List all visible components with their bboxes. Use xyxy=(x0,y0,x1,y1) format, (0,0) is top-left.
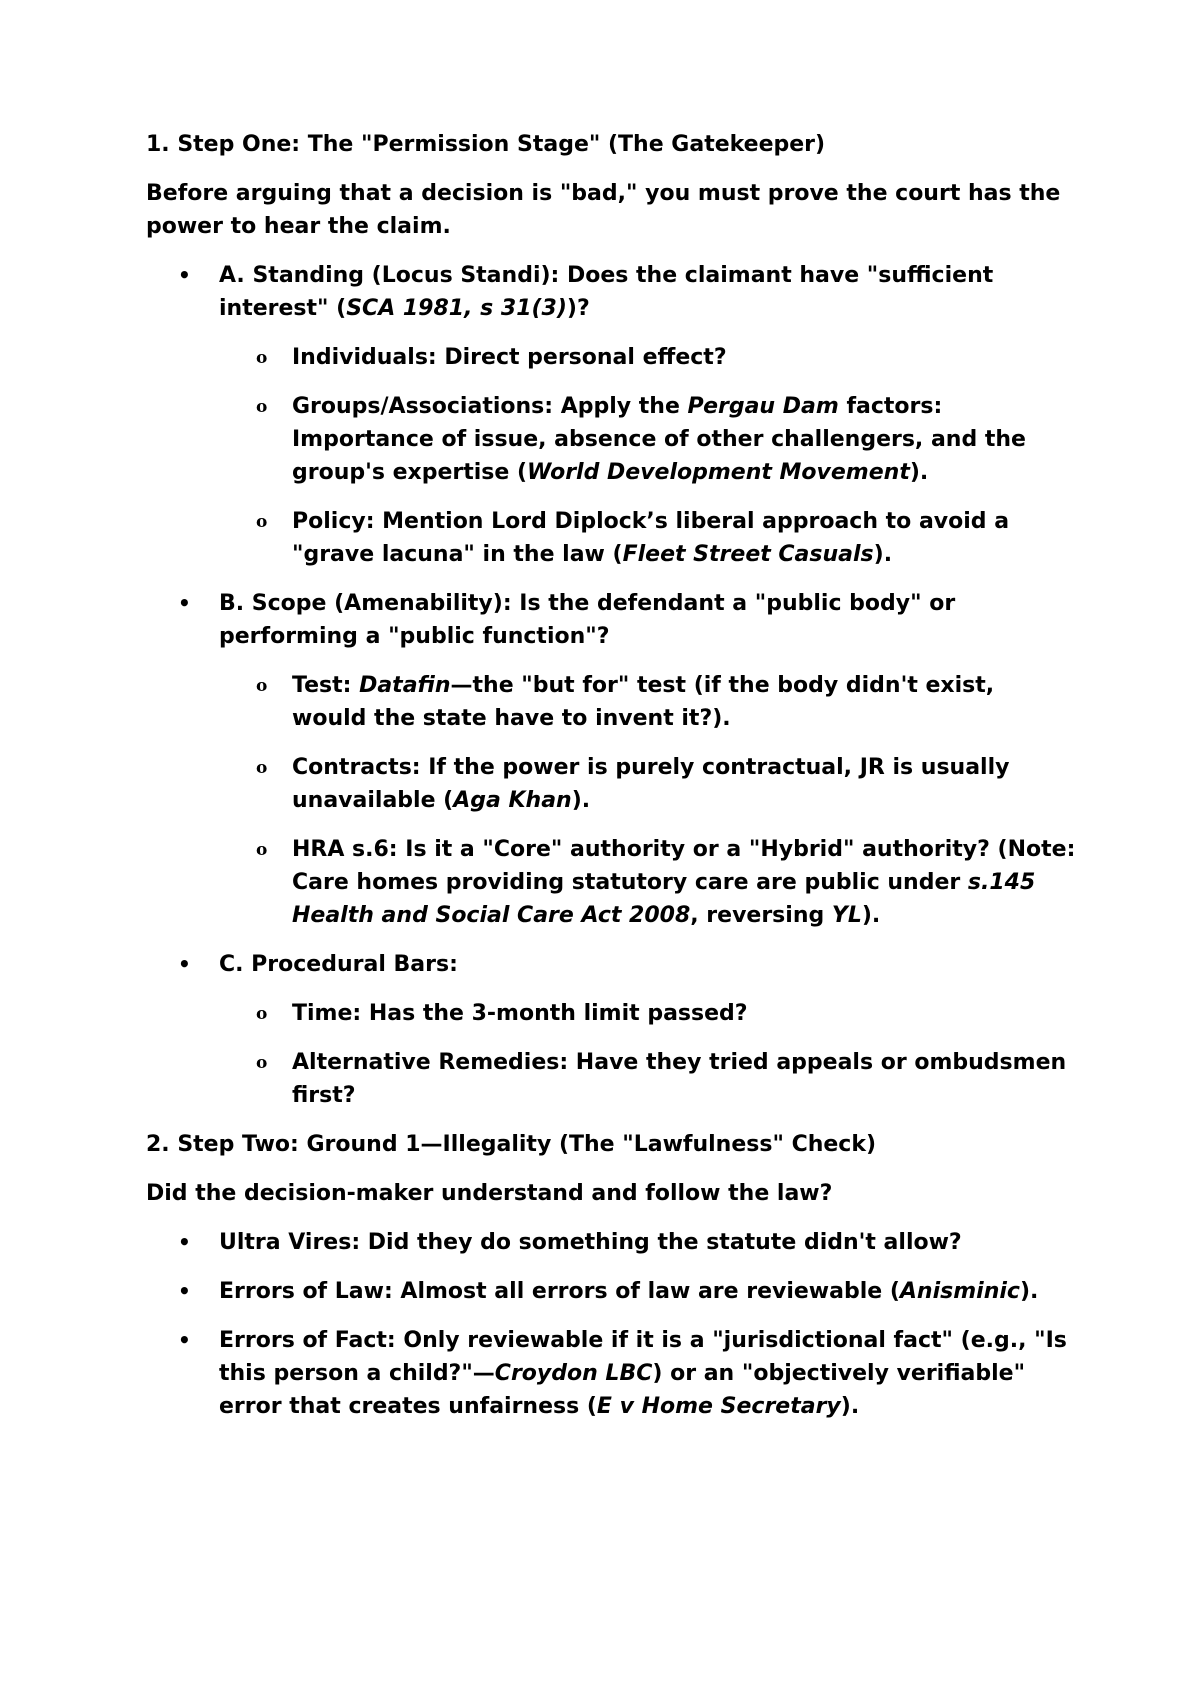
bullet-icon: • xyxy=(178,263,191,287)
list-item-procedural xyxy=(146,948,1076,1112)
bullet-icon: • xyxy=(178,1328,191,1352)
step2-intro: Did the decision-maker understand and follow the law? xyxy=(146,1181,833,1206)
procedural-text: C. Procedural Bars: xyxy=(219,952,458,977)
case-wdm: World Development Movement xyxy=(527,460,910,485)
list-item-errors-of-fact: • Errors of Fact: Only reviewable if it is a "jurisdictional fact" (e.g., "Is this person a child?"—Croydon LBC) or an "objectively verifiable" error that creates unfairness (E v Home Secretary). xyxy=(146,1324,1076,1423)
list-item-groups: o Groups/Associations: Apply the Pergau Dam factors: Importance of issue, absence of other challengers, and the group's expertise (World Development Movement). xyxy=(219,390,1076,489)
step1-heading: 1. Step One: The "Permission Stage" (The Gatekeeper) xyxy=(146,132,826,157)
bullet-icon: • xyxy=(178,1230,191,1254)
statute-hsca: s.145 Health and Social Care Act 2008 xyxy=(292,870,1036,928)
step2-list xyxy=(146,1226,1076,1423)
sub-bullet-icon: o xyxy=(256,348,268,368)
procedural-sublist xyxy=(219,997,1076,1112)
step1-list xyxy=(146,259,1076,1112)
case-pergau-dam: Pergau Dam xyxy=(687,394,839,419)
standing-sublist xyxy=(219,341,1076,571)
list-item-test: o Test: Datafin—the "but for" test (if the body didn't exist, would the state have to invent it?). xyxy=(219,669,1076,735)
list-item-policy: o Policy: Mention Lord Diplock’s liberal approach to avoid a "grave lacuna" in the law (Fleet Street Casuals). xyxy=(219,505,1076,571)
list-item-individuals: o Individuals: Direct personal effect? xyxy=(219,341,1076,374)
case-anisminic: Anisminic xyxy=(899,1279,1020,1304)
standing-text: A. Standing (Locus Standi): Does the claimant have "sufficient interest" ( xyxy=(219,263,994,321)
sub-bullet-icon: o xyxy=(256,840,268,860)
sub-bullet-icon: o xyxy=(256,397,268,417)
standing-citation: SCA 1981, s 31(3) xyxy=(346,296,567,321)
sub-bullet-icon: o xyxy=(256,676,268,696)
scope-text: B. Scope (Amenability): Is the defendant a "public body" or performing a "public function"? xyxy=(219,591,956,649)
sub-bullet-icon: o xyxy=(256,1053,268,1073)
scope-sublist xyxy=(219,669,1076,932)
list-item-contracts: o Contracts: If the power is purely contractual, JR is usually unavailable (Aga Khan). xyxy=(219,751,1076,817)
bullet-icon: • xyxy=(178,591,191,615)
list-item-time: o Time: Has the 3-month limit passed? xyxy=(219,997,1076,1030)
case-e-v-home-secretary: E v Home Secretary xyxy=(596,1394,841,1419)
sub-bullet-icon: o xyxy=(256,758,268,778)
document-page xyxy=(146,128,1076,1439)
list-item-scope xyxy=(146,587,1076,932)
case-datafin: Datafin xyxy=(359,673,451,698)
case-fleet-street: Fleet Street Casuals xyxy=(622,542,874,567)
sub-bullet-icon: o xyxy=(256,512,268,532)
bullet-icon: • xyxy=(178,1279,191,1303)
list-item-hra: o HRA s.6: Is it a "Core" authority or a "Hybrid" authority? (Note: Care homes providing statutory care are public under s.145 Health and Social Care Act 2008, reversing YL). xyxy=(219,833,1076,932)
list-item-ultra-vires: • Ultra Vires: Did they do something the statute didn't allow? xyxy=(146,1226,1076,1259)
list-item-standing: • A. Standing (Locus Standi): Does the claimant have "sufficient interest" (SCA 1981, s 31(3))? o Individuals: Direct personal effect? o Groups/Associations: Apply the Pergau Dam factors: Importance of issue, absence of other challengers, and the group's expertise (World Development Movement). o Policy: Mention Lord Diplock’s liberal approach to avoid a "grave lacuna" in the law (Fleet Street Casuals). xyxy=(146,259,1076,571)
bullet-icon: • xyxy=(178,952,191,976)
list-item-errors-of-law: • Errors of Law: Almost all errors of law are reviewable (Anisminic). xyxy=(146,1275,1076,1308)
case-croydon: Croydon LBC xyxy=(494,1361,653,1386)
sub-bullet-icon: o xyxy=(256,1004,268,1024)
step1-intro: Before arguing that a decision is "bad," you must prove the court has the power to hear the claim. xyxy=(146,181,1061,239)
list-item-alternative: o Alternative Remedies: Have they tried appeals or ombudsmen first? xyxy=(219,1046,1076,1112)
step2-heading: 2. Step Two: Ground 1—Illegality (The "Lawfulness" Check) xyxy=(146,1132,877,1157)
case-yl: YL xyxy=(831,903,862,928)
case-aga-khan: Aga Khan xyxy=(453,788,572,813)
